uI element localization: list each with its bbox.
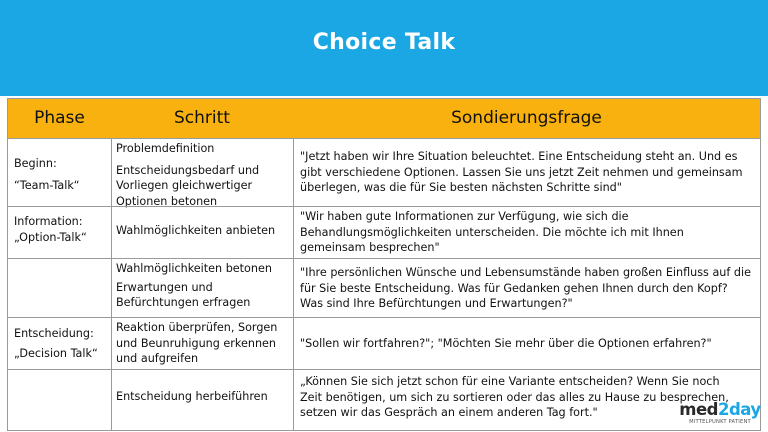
med2day-logo xyxy=(676,400,764,430)
step-item: Erwartungen und Befürchtungen erfragen xyxy=(116,280,251,309)
phase-sublabel: „Option-Talk“ xyxy=(14,230,87,244)
table-row xyxy=(8,138,760,207)
phase-label: Entscheidung: xyxy=(14,327,94,340)
logo-wordmark: med2day xyxy=(679,400,761,419)
title-bar xyxy=(0,0,768,96)
question-cell: "Jetzt haben wir Ihre Situation beleuchtet. Eine Entscheidung steht an. Und es gibt verschiedene Optionen. Lassen Sie uns jetzt Zeit nehmen und gemeinsam überlegen, was die für Sie besten nächsten Schritte sind" xyxy=(300,150,743,194)
logo-tagline: MITTELPUNKT PATIENT xyxy=(689,419,751,425)
page-title: Choice Talk xyxy=(312,30,456,55)
step-cell xyxy=(116,261,288,311)
table-row xyxy=(8,317,760,370)
step-item: Entscheidungsbedarf und Vorliegen gleichwertiger Optionen betonen xyxy=(116,163,260,208)
phase-label: Information: xyxy=(14,215,83,228)
table-row xyxy=(8,206,760,259)
column-header-sondierungsfrage: Sondierungsfrage xyxy=(451,108,602,128)
step-cell xyxy=(116,389,288,405)
step-cell xyxy=(116,320,288,367)
question-cell: "Ihre persönlichen Wünsche und Lebensumstände haben großen Einfluss auf die für Sie beste Entscheidung. Was für Gedanken gehen Ihnen durch den Kopf? Was sind Ihre Befürchtungen und Erwartungen?" xyxy=(300,266,751,310)
question-cell: "Sollen wir fortfahren?"; "Möchten Sie mehr über die Optionen erfahren?" xyxy=(300,337,712,350)
step-item: Wahlmöglichkeiten betonen xyxy=(116,262,272,275)
phase-cell xyxy=(14,214,110,245)
column-header-schritt: Schritt xyxy=(174,108,230,128)
table-row xyxy=(8,258,760,318)
phase-cell xyxy=(14,156,110,193)
phase-sublabel: „Decision Talk“ xyxy=(14,346,98,360)
phase-label: Beginn: xyxy=(14,157,57,170)
phase-sublabel: “Team-Talk“ xyxy=(14,178,80,192)
step-cell xyxy=(116,141,288,209)
step-cell xyxy=(116,223,288,239)
step-item: Entscheidung herbeiführen xyxy=(116,390,268,403)
table-header-row xyxy=(8,99,760,138)
choice-talk-table xyxy=(7,98,761,431)
table-row xyxy=(8,369,760,432)
step-item: Problemdefinition xyxy=(116,142,215,155)
question-cell: „Können Sie sich jetzt schon für eine Variante entscheiden? Wenn Sie noch Zeit benötigen, um sich zu sortieren oder das alles zu Hause zu besprechen, setzen wir das Gespräch an einem anderen Tag fort." xyxy=(300,375,729,419)
phase-cell xyxy=(14,326,110,361)
step-item: Reaktion überprüfen, Sorgen und Beunruhigung erkennen und aufgreifen xyxy=(116,321,278,365)
step-item: Wahlmöglichkeiten anbieten xyxy=(116,224,276,237)
question-cell: "Wir haben gute Informationen zur Verfügung, wie sich die Behandlungsmöglichkeiten unterscheiden. Die möchte ich mit Ihnen gemeinsam besprechen" xyxy=(300,210,684,254)
column-header-phase: Phase xyxy=(34,108,85,128)
